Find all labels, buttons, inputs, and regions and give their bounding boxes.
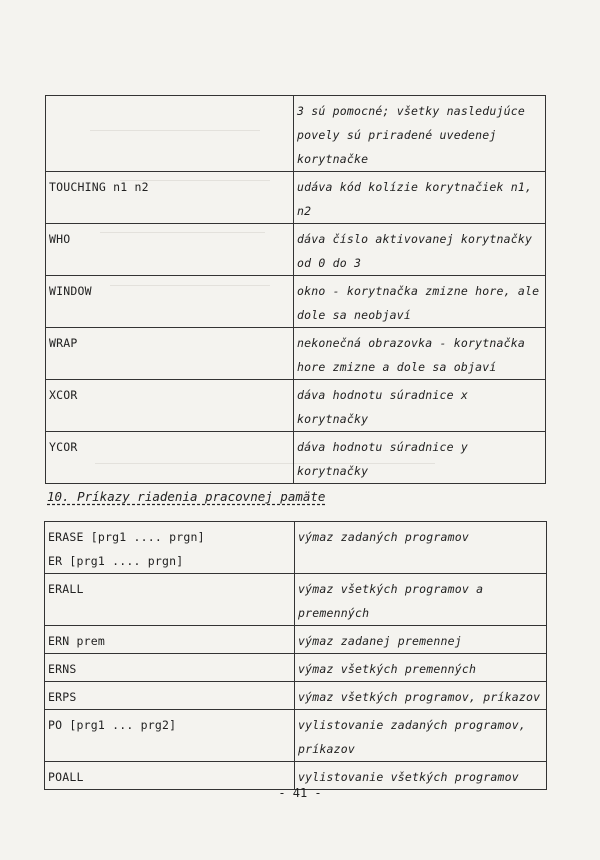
- section-heading: 10. Príkazy riadenia pracovnej pamäte: [47, 489, 326, 504]
- memory-commands-table: [44, 521, 547, 790]
- command-name: TOUCHING n1 n2: [46, 172, 294, 224]
- table-row: [45, 710, 547, 762]
- command-description: okno - korytnačka zmizne hore, ale dole sa neobjaví: [294, 276, 546, 328]
- command-description: dáva číslo aktivovanej korytnačky od 0 do 3: [294, 224, 546, 276]
- table-row: [45, 654, 547, 682]
- command-name: YCOR: [46, 432, 294, 484]
- command-description: 3 sú pomocné; všetky nasledujúce povely sú priradené uvedenej korytnačke: [294, 96, 546, 172]
- table-row: [46, 328, 546, 380]
- command-name: [46, 96, 294, 172]
- table-row: [46, 380, 546, 432]
- command-description: udáva kód kolízie korytnačiek n1, n2: [294, 172, 546, 224]
- command-description: nekonečná obrazovka - korytnačka hore zmizne a dole sa objaví: [294, 328, 546, 380]
- table-row: [45, 522, 547, 574]
- command-syntax-short: ER [prg1 .... prgn]: [48, 554, 184, 568]
- command-name: WRAP: [46, 328, 294, 380]
- command-description: dáva hodnotu súradnice y korytnačky: [294, 432, 546, 484]
- command-name: PO [prg1 ... prg2]: [45, 710, 295, 762]
- table-row: [45, 574, 547, 626]
- command-name: [45, 522, 295, 574]
- command-name: ERPS: [45, 682, 295, 710]
- command-description: výmaz zadanej premennej: [295, 626, 547, 654]
- command-description: dáva hodnotu súradnice x korytnačky: [294, 380, 546, 432]
- command-name: POALL: [45, 762, 295, 790]
- turtle-commands-table: [45, 95, 546, 484]
- command-syntax-long: ERASE [prg1 .... prgn]: [48, 530, 205, 544]
- command-name: WHO: [46, 224, 294, 276]
- command-name: ERN prem: [45, 626, 295, 654]
- command-name: WINDOW: [46, 276, 294, 328]
- table-row: [45, 626, 547, 654]
- table-row: [46, 96, 546, 172]
- page-number: - 41 -: [278, 786, 322, 800]
- command-description: výmaz všetkých programov a premenných: [295, 574, 547, 626]
- command-name: ERALL: [45, 574, 295, 626]
- command-description: výmaz všetkých programov, príkazov: [295, 682, 547, 710]
- table-row: [46, 224, 546, 276]
- table-row: [46, 432, 546, 484]
- command-description: vylistovanie všetkých programov: [295, 762, 547, 790]
- table-row: [46, 276, 546, 328]
- command-name: XCOR: [46, 380, 294, 432]
- command-name: ERNS: [45, 654, 295, 682]
- command-description: výmaz všetkých premenných: [295, 654, 547, 682]
- table-row: [45, 682, 547, 710]
- command-description: výmaz zadaných programov: [295, 522, 547, 574]
- table-row: [46, 172, 546, 224]
- command-description: vylistovanie zadaných programov, príkazov: [295, 710, 547, 762]
